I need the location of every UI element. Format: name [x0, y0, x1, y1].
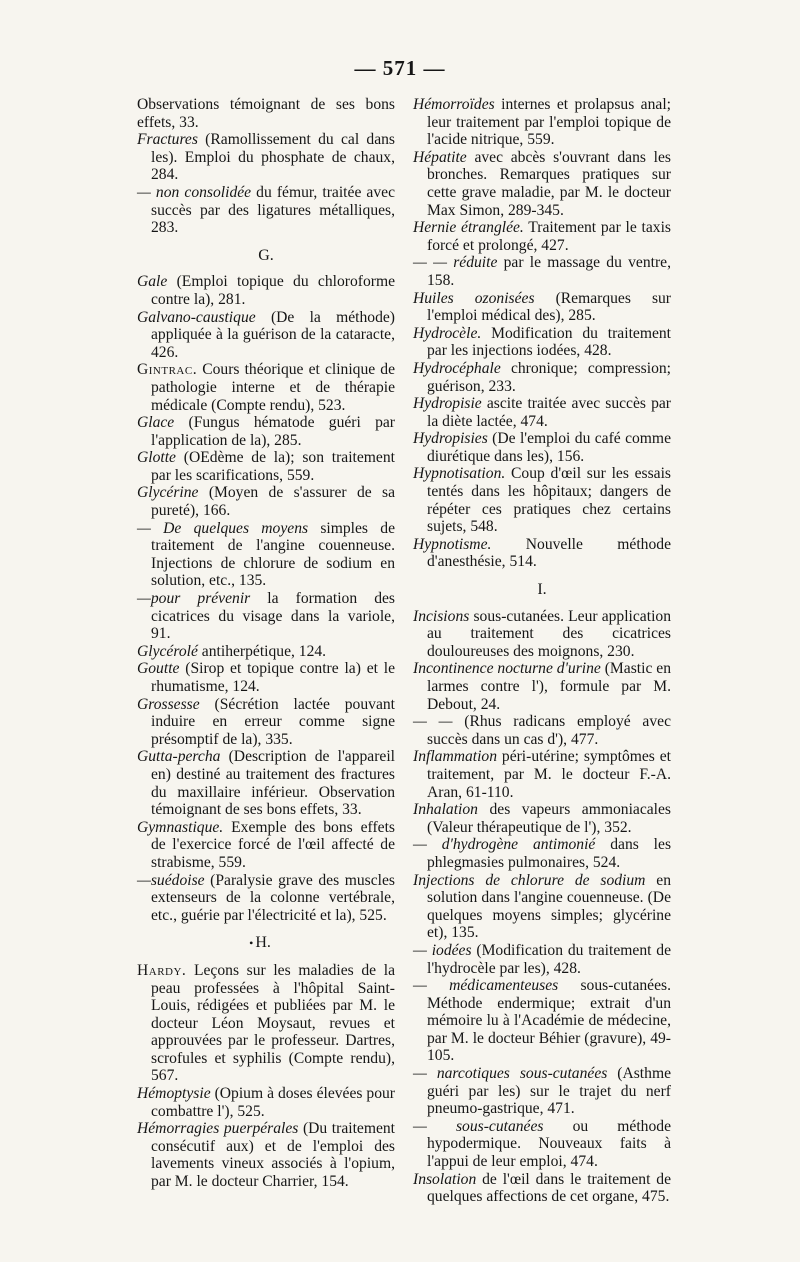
entry-heading: Incisions	[413, 607, 470, 625]
entry-text: chronique; compression; guérison, 233.	[427, 359, 671, 395]
entries-g	[137, 273, 395, 924]
index-entry	[413, 608, 671, 661]
index-entry	[137, 520, 395, 590]
entry-text: (Fungus hématode guéri par l'application de la), 285.	[151, 414, 395, 449]
entry-heading: Huiles ozonisées	[413, 289, 535, 307]
entry-text: en solution dans l'angine couenneuse. (De quelques moyens simples; glycérine et), 135.	[427, 871, 671, 942]
entry-heading: — médicamenteuses	[413, 977, 559, 995]
entry-text: Leçons sur les maladies de la peau professées à l'hôpital Saint-Louis, rédigées et publiées par M. le docteur Léon Moysaut, revues et approuvées par le professeur. Dartres, scrofules et syphilis (Compte rendu), 567.	[151, 961, 395, 1085]
entry-text: (De l'emploi du café comme diurétique dans les), 156.	[427, 430, 671, 465]
entry-heading: — — réduite	[413, 254, 498, 272]
entry-heading: Hémorroïdes	[413, 96, 495, 113]
index-entry	[413, 1118, 671, 1171]
ink-mark: •	[249, 936, 254, 951]
index-entry	[137, 819, 395, 872]
entry-text: antiherpétique, 124.	[197, 642, 327, 660]
entry-text: sous-cutanées. Méthode endermique; extrait d'un mémoire lu à l'Académie de médecine, par M. le docteur Béhier (gravure), 49-105.	[427, 977, 671, 1065]
entry-text: par le massage du ventre, 158.	[427, 254, 671, 289]
entry-heading: Glycérine	[137, 484, 199, 502]
index-entry	[413, 219, 671, 254]
index-entry	[137, 184, 395, 237]
entry-text: (Moyen de s'assurer de sa pureté), 166.	[151, 484, 395, 520]
section-heading-g: G.	[258, 246, 274, 264]
index-entry	[137, 273, 395, 308]
page-number: — 571 —	[354, 56, 446, 80]
section-heading-h-label: H.	[255, 934, 271, 952]
entry-text: (Mastic en larmes contre l'), formule par M. Debout, 24.	[427, 660, 671, 713]
index-entry	[137, 643, 395, 661]
entry-heading: — non consolidée	[137, 183, 252, 201]
section-heading-h	[137, 934, 395, 953]
entry-text: ou méthode hypodermique. Nouveaux faits à l'appui de leur emploi, 474.	[427, 1117, 671, 1171]
index-entry	[413, 1171, 671, 1206]
entry-heading: — narcotiques sous-cutanées	[413, 1065, 608, 1083]
left-column	[137, 96, 395, 1191]
entry-heading: Goutte	[137, 660, 180, 678]
entry-text: (Ramollissement du cal dans les). Emploi du phosphate de chaux, 284.	[151, 131, 395, 184]
index-entry	[413, 977, 671, 1065]
entry-heading: Grossesse	[137, 695, 200, 713]
index-entry	[413, 149, 671, 219]
index-entry	[413, 465, 671, 535]
index-entry	[413, 360, 671, 395]
entry-heading: Inhalation	[413, 801, 478, 819]
entries-h-continued	[413, 96, 671, 571]
entry-text: des vapeurs ammoniacales (Valeur thérapeutique de l'), 352.	[427, 801, 671, 836]
index-entry	[413, 430, 671, 465]
entry-heading: Inflammation	[413, 748, 498, 766]
index-entry	[413, 660, 671, 713]
index-entry	[137, 962, 395, 1085]
entry-text: (Modification du traitement de l'hydrocèle par les), 428.	[427, 941, 672, 977]
index-entry-continuation: Observations témoignant de ses bons effets, 33.	[137, 96, 395, 131]
index-entry	[413, 872, 671, 942]
index-entry	[137, 660, 395, 695]
index-entry	[413, 96, 671, 149]
entry-heading: Fractures	[137, 131, 198, 149]
entry-heading: — iodées	[413, 941, 472, 959]
index-entry	[413, 325, 671, 360]
entry-text: (Opium à doses élevées pour combattre l'), 525.	[151, 1085, 395, 1120]
entry-heading: Gale	[137, 273, 168, 291]
entry-text: (OEdème de la); son traitement par les scarifications, 559.	[151, 449, 395, 484]
entry-heading: Injections de chlorure de sodium	[413, 871, 646, 889]
index-entry	[137, 872, 395, 925]
index-entry	[137, 414, 395, 449]
index-entry	[413, 713, 671, 748]
entry-heading: Incontinence nocturne d'urine	[413, 660, 601, 678]
entry-text: (De la méthode) appliquée à la guérison de la cataracte, 426.	[151, 308, 395, 361]
index-entry	[137, 361, 395, 414]
index-entry	[137, 748, 395, 818]
index-entry	[413, 290, 671, 325]
section-heading-i: I.	[537, 581, 547, 599]
entry-heading: Hydropisies	[413, 430, 488, 448]
entry-text: avec abcès s'ouvrant dans les bronches. Remarques pratiques sur cette grave maladie, par M. le docteur Max Simon, 289-345.	[427, 148, 671, 219]
index-entry	[137, 131, 395, 184]
entry-text: ascite traitée avec succès par la diète lactée, 474.	[427, 395, 671, 430]
index-entry	[137, 696, 395, 749]
entry-text: de l'œil dans le traitement de quelques affections de cet organe, 475.	[427, 1170, 671, 1206]
entry-heading: Glace	[137, 414, 175, 432]
index-entry	[413, 801, 671, 836]
entry-text: (Du traitement consécutif aux) et de l'emploi des lavements vineux associés à l'opium, par M. le docteur Charrier, 154.	[151, 1120, 396, 1191]
index-entry	[137, 1120, 395, 1190]
index-entry	[413, 942, 671, 977]
entry-text: Cours théorique et clinique de pathologie interne et de thérapie médicale (Compte rendu), 523.	[151, 361, 395, 414]
entry-text: Exemple des bons effets de l'exercice forcé de l'œil affecté de strabisme, 559.	[151, 818, 395, 871]
entry-heading: — d'hydrogène antimonié	[413, 836, 596, 854]
entries-h	[137, 962, 395, 1191]
entry-text: du fémur, traitée avec succès par des ligatures métalliques, 283.	[151, 183, 395, 237]
entry-heading: Hémorragies puerpérales	[137, 1120, 299, 1138]
index-entry	[137, 1085, 395, 1120]
entry-heading: Hydropisie	[413, 395, 482, 413]
entry-text: (Paralysie grave des muscles extenseurs de la colonne vertébrale, etc., guérie par l'électricité et la), 525.	[151, 871, 395, 924]
entry-text: (Remarques sur l'emploi médical des), 285.	[427, 289, 671, 325]
entry-heading: Hypnotisation.	[413, 465, 506, 483]
entry-heading: — —	[413, 713, 453, 731]
index-entry	[413, 836, 671, 871]
entry-text: dans les phlegmasies pulmonaires, 524.	[427, 836, 672, 871]
index-entry	[413, 1065, 671, 1118]
entry-heading: Galvano-caustique	[137, 308, 256, 326]
entry-text: Traitement par le taxis forcé et prolongé, 427.	[427, 219, 671, 254]
entry-heading: — sous-cutanées	[413, 1117, 544, 1135]
entry-text: (Emploi topique du chloroforme contre la), 281.	[151, 273, 395, 308]
entry-heading: Insolation	[413, 1170, 477, 1188]
index-entry	[137, 590, 395, 643]
index-entry	[137, 449, 395, 484]
entry-heading: Glycérolé	[137, 642, 198, 660]
entry-heading: Hardy.	[137, 961, 187, 979]
entry-text: (Sirop et topique contre la) et le rhumatisme, 124.	[151, 660, 395, 695]
entry-heading: Hernie étranglée.	[413, 219, 524, 237]
entries-i	[413, 608, 671, 1206]
entry-heading: Hydrocèle.	[413, 324, 482, 342]
entry-text: sous-cutanées. Leur application au traitement des cicatrices douloureuses des moignons, 230.	[427, 607, 671, 660]
entry-text: simples de traitement de l'angine couenneuse. Injections de chlorure de sodium en solution, etc., 135.	[151, 519, 395, 590]
entry-heading: Hépatite	[413, 148, 467, 166]
index-entry	[413, 254, 671, 289]
entry-text: Modification du traitement par les injections iodées, 428.	[427, 324, 671, 360]
entry-heading: — De quelques moyens	[137, 519, 309, 537]
entry-heading: Gintrac.	[137, 361, 198, 379]
entry-text: (Rhus radicans employé avec succès dans un cas d'), 477.	[427, 713, 671, 748]
entry-text: Coup d'œil sur les essais tentés dans les hôpitaux; dangers de répéter ces pratiques chez certains sujets, 548.	[427, 465, 671, 536]
index-entry	[413, 536, 671, 571]
entry-text: (Asthme guéri par les) sur le trajet du nerf pneumo-gastrique, 471.	[427, 1065, 671, 1118]
entry-heading: Gutta-percha	[137, 748, 221, 766]
entry-text: (Sécrétion lactée pouvant induire en erreur comme signe présomptif de la), 335.	[151, 695, 395, 748]
index-entry	[413, 748, 671, 801]
index-entry	[137, 309, 395, 362]
entry-text: internes et prolapsus anal; leur traitement par l'emploi topique de l'acide nitrique, 559.	[427, 96, 671, 149]
entry-text: la formation des cicatrices du visage dans la variole, 91.	[151, 590, 395, 643]
entry-heading: Glotte	[137, 449, 176, 467]
entry-heading: —suédoise	[137, 871, 205, 889]
index-entry	[413, 395, 671, 430]
entry-heading: Hydrocéphale	[413, 359, 501, 377]
right-column	[413, 96, 671, 1206]
entry-text: péri-utérine; symptômes et traitement, par M. le docteur F.-A. Aran, 61-110.	[427, 748, 671, 801]
entries-f	[137, 131, 395, 237]
entry-heading: Hémoptysie	[137, 1085, 211, 1103]
entry-heading: Gymnastique.	[137, 818, 224, 836]
entry-text: Nouvelle méthode d'anesthésie, 514.	[427, 535, 671, 571]
entry-text: (Description de l'appareil en) destiné au traitement des fractures du maxillaire inférieur. Observation témoignant de ses bons effets, 33.	[151, 748, 395, 819]
entry-heading: Hypnotisme.	[413, 535, 492, 553]
entry-heading: —pour prévenir	[137, 590, 251, 608]
index-entry	[137, 484, 395, 519]
